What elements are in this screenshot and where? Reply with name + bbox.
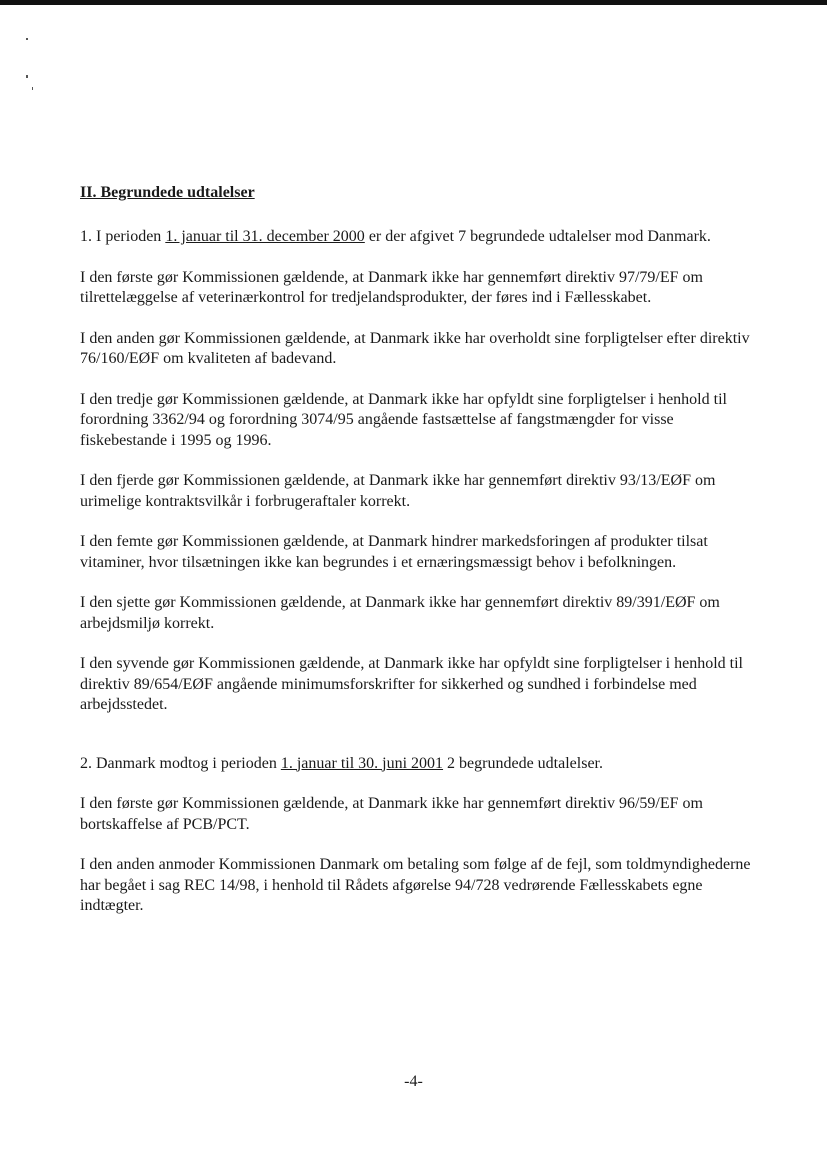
scan-top-border — [0, 0, 827, 5]
document-body — [80, 183, 760, 937]
opinion-2000-item: I den syvende gør Kommissionen gældende, at Danmark ikke har opfyldt sine forpligtelser i henhold til direktiv 89/654/EØF angående minimumsforskrifter for sikkerhed og sundhed i forbindelse med arbejdsstedet. — [80, 655, 743, 713]
scan-mark — [26, 38, 28, 40]
paragraph-period-2000 — [80, 227, 760, 248]
scan-mark — [26, 75, 28, 78]
section-heading: II. Begrundede udtalelser — [80, 184, 255, 201]
opinion-2000-item: I den anden gør Kommissionen gældende, at Danmark ikke har overholdt sine forpligtelser efter direktiv 76/160/EØF om kvaliteten af badevand. — [80, 329, 750, 367]
paragraph-suffix: 2 begrundede udtalelser. — [443, 754, 603, 772]
opinion-2000-item: I den første gør Kommissionen gældende, at Danmark ikke har gennemført direktiv 97/79/EF om tilrettelæggelse af veterinærkontrol for tredjelandsprodukter, der føres ind i Fællesskabet. — [80, 268, 703, 306]
opinion-2000-item: I den tredje gør Kommissionen gældende, at Danmark ikke har opfyldt sine forpligtelser i henhold til forordning 3362/94 og forordning 3074/95 angående fastsættelse af fangstmængder for visse fiskebestande i 1995 og 1996. — [80, 390, 727, 449]
paragraph-prefix: 2. Danmark modtog i perioden — [80, 754, 281, 772]
scan-mark — [32, 87, 33, 90]
opinion-2001-item: I den anden anmoder Kommissionen Danmark om betaling som følge af de fejl, som toldmyndighederne har begået i sag REC 14/98, i henhold til Rådets afgørelse 94/728 vedrørende Fællesskabets egne indtægter. — [80, 856, 751, 914]
period-2000-underlined: 1. januar til 31. december 2000 — [165, 228, 365, 245]
opinion-2000-item: I den femte gør Kommissionen gældende, at Danmark hindrer markedsforingen af produkter tilsat vitaminer, hvor tilsætningen ikke kan begrundes i et ernæringsmæssigt behov i befolkningen. — [80, 533, 708, 571]
paragraph-period-2001 — [80, 754, 760, 775]
opinion-2000-item: I den sjette gør Kommissionen gældende, at Danmark ikke har gennemført direktiv 89/391/EØF om arbejdsmiljø korrekt. — [80, 594, 720, 632]
paragraph-suffix: er der afgivet 7 begrundede udtalelser mod Danmark. — [364, 228, 711, 245]
page-number: -4- — [404, 1073, 423, 1090]
opinion-2001-item: I den første gør Kommissionen gældende, at Danmark ikke har gennemført direktiv 96/59/EF om bortskaffelse af PCB/PCT. — [80, 795, 703, 833]
opinion-2000-item: I den fjerde gør Kommissionen gældende, at Danmark ikke har gennemført direktiv 93/13/EØF om urimelige kontraktsvilkår i forbrugeraftaler korrekt. — [80, 472, 716, 510]
paragraph-prefix: 1. I perioden — [80, 228, 166, 245]
period-2001-underlined: 1. januar til 30. juni 2001 — [280, 754, 444, 772]
